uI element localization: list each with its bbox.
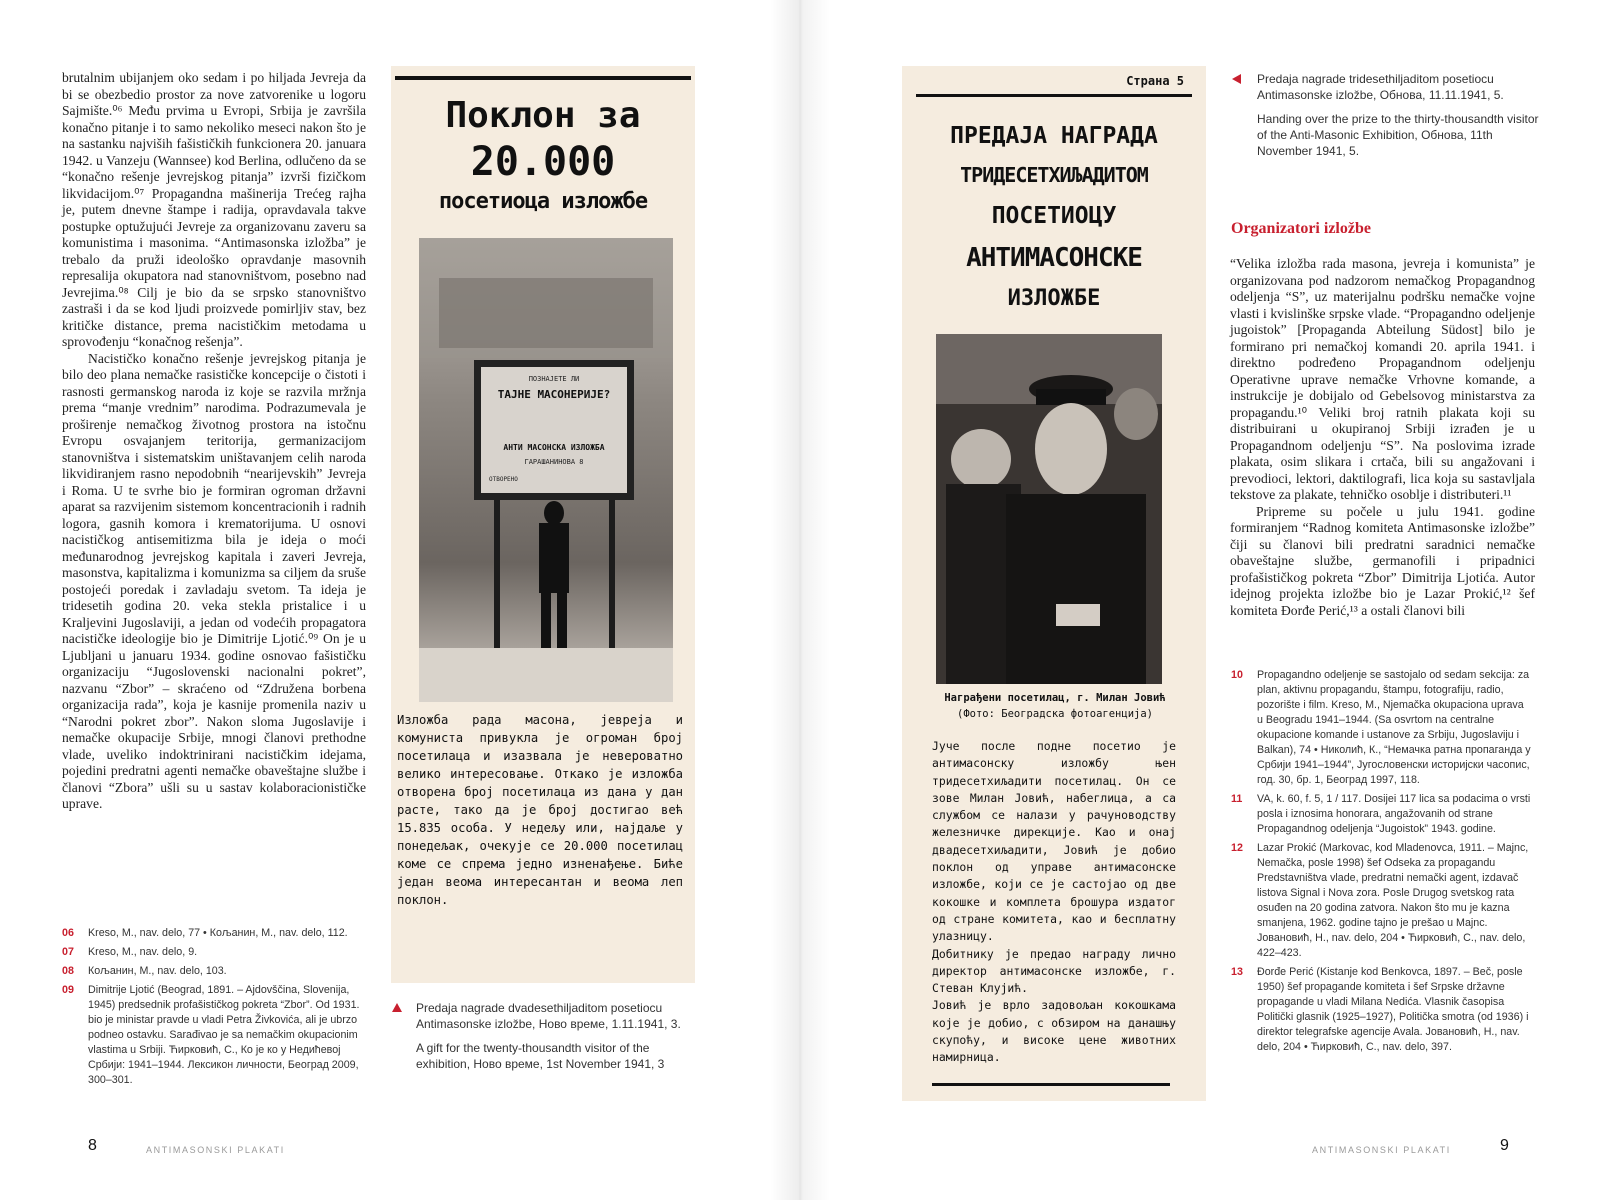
caption-right-sr: Predaja nagrade tridesethiljaditom posetiocu Antimasonske izložbe, Обнова, 11.11.1941, 5. <box>1257 72 1504 102</box>
clip-headline-3: посетиоца изложбе <box>438 189 648 214</box>
left-body-text <box>62 70 366 813</box>
billboard-photo-graphic <box>419 238 673 702</box>
running-title-left: ANTIMASONSKI PLAKATI <box>146 1145 285 1155</box>
clip2-headline-3: ПОСЕТИОЦУ <box>991 203 1117 229</box>
clip2-body-p3: Јовић је врло задовољан кокошкама које је добио, с обзиром на данашњу скупоћу, и високе цене животних намирница. <box>932 998 1176 1065</box>
caption-marker-icon <box>392 1003 402 1012</box>
clip2-photo-credit: (Фото: Београдска фотоагенција) <box>957 708 1153 720</box>
billboard-text-4: ГАРАШАНИНОВА 8 <box>524 458 584 466</box>
prize-winner-photo-graphic <box>936 334 1162 684</box>
page-number-left: 8 <box>88 1137 97 1154</box>
right-body-text <box>1230 256 1535 619</box>
footnote: 12 Lazar Prokić (Markovac, kod Mladenovca, 1911. – Majnc, Nemačka, posle 1998) šef Odseka za propagandu Predstavništva vlade, predratni nemački agent, izdavač listova Signal i Nova zora. Posle Drugog svetskog rata osuđen na 20 godina zatvora. Nakon što mu je kazna smanjena, 1962. godine tajno je prešao u Majnc. Јовановић, Н., nav. delo, 204 • Ћирковић, С., nav. delo, 422–423. <box>1231 842 1529 959</box>
caption-right-en: Handing over the prize to the thirty-thousandth visitor of the Anti-Masonic Exhibition, Обнова, 11th November 1941, 5. <box>1257 112 1539 158</box>
footnote: 11 VA, k. 60, f. 5, 1 / 117. Dosijei 117 lica sa podacima o vrsti posla i iznosima honorara, angažovanih od strane Propagandnog odeljenja “Jugoistok” 1943. godine. <box>1231 793 1531 835</box>
billboard-text-5: ОТВОРЕНО <box>489 476 518 483</box>
clip2-headline-4: АНТИМАСОНСКЕ <box>966 243 1142 273</box>
clip2-photo-caption: Награђени посетилац, г. Милан Јовић <box>944 692 1166 704</box>
clip2-body-p2: Добитнику је предао награду лично директор антимасонске изложбе, г. Стеван Клујић. <box>932 946 1176 996</box>
caption-marker-icon <box>1232 74 1241 84</box>
billboard-text-2: ТАЈНЕ МАСОНЕРИЈЕ? <box>497 388 611 401</box>
right-footnotes <box>1231 668 1531 1059</box>
clip2-headline-2: ТРИДЕСЕТХИЉАДИТОМ <box>960 163 1148 187</box>
caption-right <box>1232 71 1537 159</box>
left-footnotes <box>62 926 367 1092</box>
caption-left <box>392 1000 692 1072</box>
billboard-photo <box>419 238 673 702</box>
clip2-bottom-rule <box>932 1083 1170 1086</box>
footnote: 07 Kreso, M., nav. delo, 9. <box>62 946 198 958</box>
clip-body-text: Изложба рада масона, јевреја и комуниста привукла је огроман број посетилаца и изазвала је невероватно велико интересовање. Откако је изложба отворена број посетилаца из дана у дан расте, тако да је број достигао већ 15.835 особа. У недељу или, најдаље у понедељак, очекује се 20.000 посетилац коме се спрема једно изненађење. Биће један веома интересантан и веома леп поклон. <box>397 713 683 907</box>
footnote: 06 Kreso, M., nav. delo, 77 • Кољанин, М., nav. delo, 112. <box>62 927 348 939</box>
footnote: 08 Кољанин, М., nav. delo, 103. <box>62 965 227 977</box>
section-heading: Organizatori izložbe <box>1231 220 1371 237</box>
left-paragraph-1: brutalnim ubijanjem oko sedam i po hiljada Jevreja da bi se obezbedio prostor za nove zatvorenike u logoru Sajmište.⁰⁶ Među prvima u Evropi, Srbija je završila konačno pitanje i to samo nekoliko meseci nakon što je na sastanku najviših fašističkih funkcionera 20. januara 1942. u Vanzeju (Wannsee) kod Berlina, odlučeno da se “konačno rešenje jevrejskog pitanja” izvrši fizičkom likvidacijom.⁰⁷ Propagandna mašinerija Trećeg rajha je, putem dnevne štampe i radija, opravdavala takve postupke optužujući Jevreje za organizovanu zaveru sa komunistima i masonima. “Antimasonska izložba” je trebalo da pruži ideološko opravdanje masovnih represalija okupatora nad stanovništvom, posebno nad Jevrejima.⁰⁸ Cilj je bio da se srpsko stanovništvo zastraši i da se kod ljudi proizvede pomirljiv stav, bez kritičke distance, prema nacističkim metodama u sprovođenju “konačnog rešenja”. <box>62 70 366 349</box>
clip2-body <box>932 738 1176 1067</box>
billboard-text-3: АНТИ МАСОНСКА ИЗЛОЖБА <box>503 443 605 452</box>
footnote: 10 Propagandno odeljenje se sastojalo od sedam sekcija: za plan, aktivnu propagandu, štampu, fotografiju, radio, pozorište i film. Kreso, M., Njemačka okupaciona uprava u Beogradu 1941–1944. (Sa osvrtom na centralne okupacione komande i ustanove za Srbiju, Jugoslaviju i Balkan), 74 • Николић, К., “Немачка ратна пропаганда у Србији 1941–1944”, Југословенски историјски часопис, год. 30, бр. 1, Београд 1997, 118. <box>1231 669 1531 786</box>
prize-winner-photo <box>936 334 1162 684</box>
newspaper-clipping-novo-vreme <box>391 66 695 983</box>
billboard-text-1: ПОЗНАЈЕТЕ ЛИ <box>528 375 580 383</box>
page-number-right: 9 <box>1500 1137 1509 1154</box>
running-title-right: ANTIMASONSKI PLAKATI <box>1312 1145 1451 1155</box>
right-paragraph-2: Pripreme su počele u julu 1941. godine formiranjem “Radnog komiteta Antimasonske izložbe” čiji su članovi bili predratni saradnici nemačke obaveštajne službe, germanofili i pripadnici profašističkog pokreta “Zbor” Dimitrija Ljotića. Autor idejnog projekta izložbe bio je Lazar Prokić,¹² šef komiteta Đorđe Perić,¹³ a ostali članovi bili <box>1230 503 1535 618</box>
clip2-body-p1: Јуче после подне посетио је антимасонску изложбу њен тридесетхиљадити посетилац. Он се зове Милан Јовић, набеглица, а са службом се налази у рачуноводству железничке дирекције. Као и онај двадесетхиљадити, Јовић је добио поклон од управе антимасонске изложбе, који се је састојао од две кокошке и комплета брошура издатог од стране комитета, као и бесплатну улазницу. <box>932 739 1176 944</box>
caption-left-sr: Predaja nagrade dvadesethiljaditom posetiocu Antimasonske izložbe, Ново време, 1.11.1941, 3. <box>416 1001 681 1031</box>
clip2-rule <box>916 94 1192 97</box>
clip2-headline-5: ИЗЛОЖБЕ <box>1007 286 1101 311</box>
clip-headline-2: 20.000 <box>470 139 616 185</box>
footnote: 09 Dimitrije Ljotić (Beograd, 1891. – Ajdovščina, Slovenija, 1945) predsednik profašističkog pokreta “Zbor”. Od 1931. bio je ministar pravde u vladi Petra Živkovića, ali je ubrzo podneo ostavku. Sarađivao je sa nemačkim okupacionim vlastima u Srbiji. Ћирковић, С., Ко је ко у Недићевој Србији: 1941–1944. Лексикон личности, Београд 2009, 300–301. <box>62 984 360 1086</box>
right-paragraph-1: “Velika izložba rada masona, jevreja i komunista” je organizovana pod nadzorom nemačkog Propagandnog odeljenja “S”, uz materijalnu podršku nemačke vojne vlasti i kvislinške srpske vlade. “Propagandno odeljenje jugoistok” [Propaganda Abteilung Südost] bilo je formirano pri nemačkoj komandi 20. aprila 1941. i direktno podređeno Propagandnom odeljenju Operativne uprave nemačke Vrhovne komande, a instrukcije je dobijalo od Gebelsovog ministarstva za propagandu.¹⁰ Veliki broj ratnih plakata koji su distribuirani u okupiranoj Srbiji izrađen je u Propagandnom odeljenju “S”. Na poslovima izrade plakata, osim slikara i crtača, bili su angažovani i prevodioci, lektori, daktilografi, lica koja su sastavljala tekstove za plakate, tehničko osoblje i distributeri.¹¹ <box>1230 256 1535 502</box>
clip-rule <box>395 76 691 80</box>
clip2-page-label: Страна 5 <box>1126 74 1184 88</box>
left-paragraph-2: Nacističko konačno rešenje jevrejskog pitanja je bilo deo plana nemačke rasističke koncepcije o čistoti i rasnosti germanskog naroda iz koje se razvila mržnja prema “manje vrednim” narodima. Podrazumevala je proširenje nemačkog životnog prostora na istočnu Evropu osvajanjem teritorija, germanizacijom stanovništva i sistematskim uništavanjem celih naroda likvidiranjem rasno nepodobnih “nearijevskih” Jevreja i Roma. U te svrhe bio je formiran ogroman državni aparat sa razvijenim sistemom koncentracionih i radnih logora, gasnih komora i krematorijuma. U osnovi nacističkog antisemitizma bila je ideja o moći međunarodnog jevrejskog kapitala i zaveri Jevreja, masonstva, kapitalizma i komunizma sa ciljem da sruše postojeći poredak i zavladaju svetom. Ta ideja je tridesetih godina 20. veka stekla pristalice i u Kraljevini Jugoslaviji, a jedan od vodećih propagatora nacističke ideologije bio je Dimitrije Ljotić.⁰⁹ On je u Ljubljani u januaru 1934. godine osnovao fašističku organizaciju “Jugoslovenski nacionalni pokret”, nazvanu “Zbor” – skraćeno od “Združena borbena organizacija rada”, koja je kasnije promenila naziv u “Narodni pokret zbor”. Nakon sloma Jugoslavije i nemačke okupacije Srbije, mnogi članovi prethodne vlade, uveliko indoktrinirani nacističkim idejama, pojedini predratni agenti nemačke obaveštajne službe i članovi “Zbora” ušli su u sastav kolaboracionističke uprave. <box>62 350 366 811</box>
newspaper-clipping-obnova <box>902 66 1206 1101</box>
caption-left-en: A gift for the twenty-thousandth visitor of the exhibition, Ново време, 1st November 1941, 3 <box>416 1041 665 1071</box>
clip-headline-1: Поклон за <box>445 95 641 136</box>
clip2-headline-1: ПРЕДАЈА НАГРАДА <box>950 123 1158 149</box>
right-page <box>800 0 1600 1200</box>
footnote: 13 Đorđe Perić (Kistanje kod Benkovca, 1897. – Beč, posle 1950) šef propagande komiteta i šef Srpske državne propagande u vladi Milana Nedića. Vlasnik časopisa Politički glasnik (1925–1927), Politička smotra (od 1936) i direktor telegrafske agencije Avala. Јовановић, Н., nav. delo, 204 • Ћирковић, С., nav. delo, 397. <box>1231 966 1529 1053</box>
